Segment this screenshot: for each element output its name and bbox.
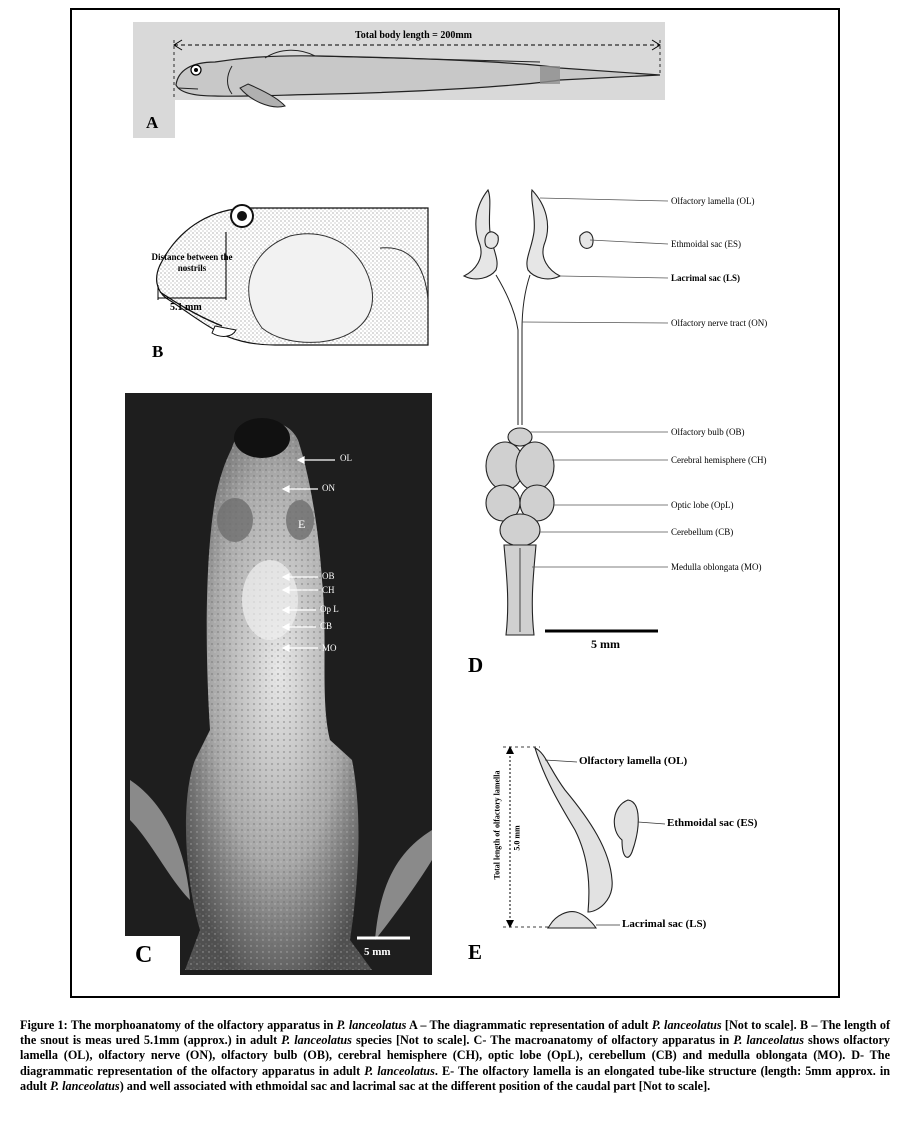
species-name: P. lanceolatus	[733, 1033, 804, 1048]
panel-a-letter: A	[146, 113, 159, 132]
e-axis-label: Total length of olfactory lamella	[492, 770, 502, 880]
caption-text: ) and well associated with ethmoidal sac and lacrimal sac at the different position of the caudal part [Not to scale].	[119, 1078, 711, 1093]
species-name: P. lanceolatus	[364, 1063, 435, 1078]
panel-e-letter: E	[468, 940, 483, 964]
c-label-cb: CB	[320, 621, 333, 631]
d-label-on: Olfactory nerve tract (ON)	[671, 318, 768, 328]
caption-text: [Not to scale]. B – The length of the snout is meas ured 5.1mm (approx.) in adult	[20, 1018, 890, 1048]
e-label-ol: Olfactory lamella (OL)	[579, 755, 688, 767]
c-scale-label: 5 mm	[364, 946, 391, 958]
snout-length-label: 5.1 mm	[170, 302, 202, 313]
d-label-opl: Optic lobe (OpL)	[671, 500, 734, 510]
c-label-ol: OL	[340, 453, 352, 463]
total-length-label: Total body length = 200mm	[355, 30, 473, 41]
species-name: P. lanceolatus	[336, 1018, 407, 1032]
caption-text: . E- The olfactory lamella is an elongated tube-like structure (length: 5mm approx. in adult	[20, 1063, 891, 1093]
caption-text: Figure 1: The morphoanatomy of the olfactory apparatus in	[20, 1018, 337, 1032]
d-scale-label: 5 mm	[591, 637, 620, 651]
c-label-on: ON	[322, 483, 335, 493]
d-label-ol: Olfactory lamella (OL)	[671, 196, 755, 206]
e-label-ls: Lacrimal sac (LS)	[622, 918, 707, 930]
species-name: P. lanceolatus	[50, 1078, 120, 1093]
species-name: P. lanceolatus	[281, 1033, 352, 1048]
d-label-cb: Cerebellum (CB)	[671, 527, 734, 537]
nostril-distance-label: Distance between the nostrils	[151, 252, 233, 273]
c-label-ob: OB	[322, 571, 335, 581]
d-label-mo: Medulla oblongata (MO)	[671, 562, 762, 572]
c-label-ch: CH	[322, 585, 335, 595]
d-label-ls: Lacrimal sac (LS)	[671, 273, 740, 283]
species-name: P. lanceolatus	[651, 1018, 722, 1032]
caption-text: species [Not to scale]. C- The macroanatomy of olfactory apparatus in	[351, 1033, 734, 1048]
e-length-value: 5.0 mm	[512, 825, 522, 851]
c-label-mo: MO	[322, 643, 337, 653]
caption-text: shows olfactory lamella (OL), olfactory nerve (ON), olfactory bulb (OB), cerebral hemisphere (CH), optic lobe (OpL), cerebellum (CB) and medulla oblongata (MO). D- The diagrammatic representation of the olfactory apparatus in adult	[20, 1033, 890, 1078]
panel-d-letter: D	[468, 653, 484, 677]
c-label-e: E	[298, 517, 306, 531]
figure-caption	[20, 1018, 890, 1094]
caption-text: A – The diagrammatic representation of adult	[406, 1018, 652, 1032]
panel-c-letter: C	[135, 942, 153, 968]
d-label-es: Ethmoidal sac (ES)	[671, 239, 741, 249]
d-label-ch: Cerebral hemisphere (CH)	[671, 455, 767, 465]
e-label-es: Ethmoidal sac (ES)	[667, 817, 758, 829]
d-label-ob: Olfactory bulb (OB)	[671, 427, 745, 437]
panel-b-letter: B	[152, 342, 164, 361]
c-label-opl: Op L	[320, 604, 339, 614]
